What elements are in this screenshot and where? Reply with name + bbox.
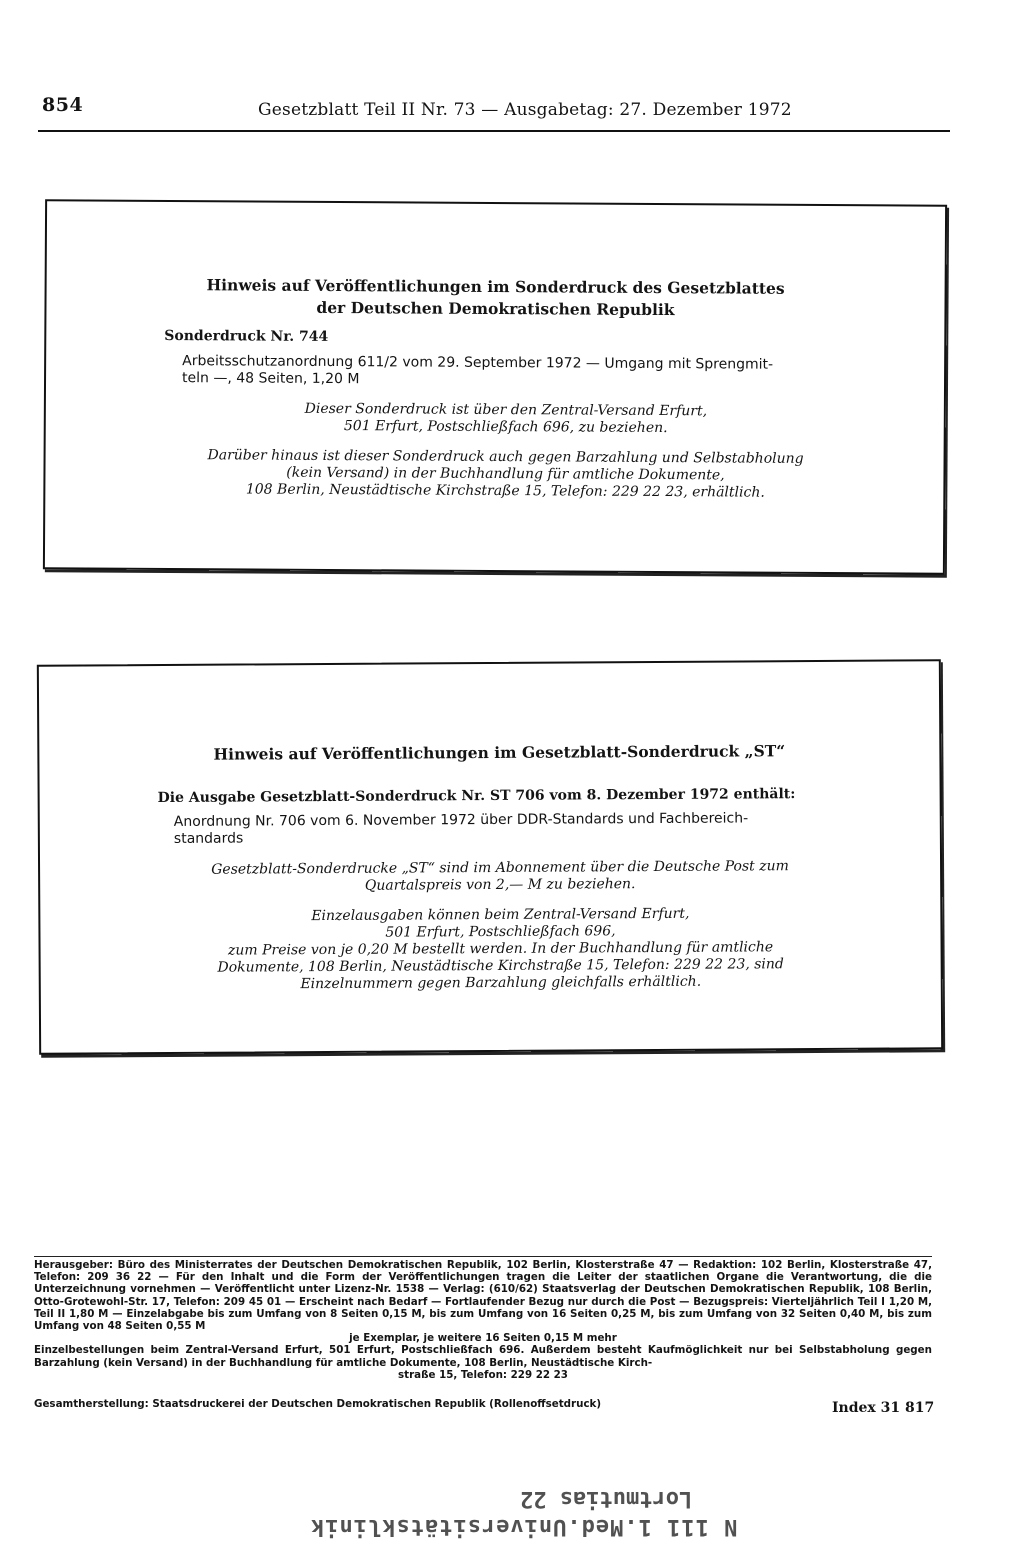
- page-number: 854: [42, 94, 84, 116]
- index-code: Index 31 817: [832, 1400, 935, 1416]
- box2-note2-line1: Einzelausgaben können beim Zentral-Versand Erfurt,: [311, 905, 690, 925]
- imprint: [34, 1259, 932, 1381]
- box1-entry-line2: teln —, 48 Seiten, 1,20 M: [181, 370, 360, 388]
- imprint-paragraph-2-end: straße 15, Telefon: 229 22 23: [398, 1368, 568, 1381]
- box2-note2-line4: Dokumente, 108 Berlin, Neustädtische Kirchstraße 15, Telefon: 229 22 23, sind: [217, 956, 784, 976]
- notice-box-st: [37, 659, 943, 1055]
- box2-note1-line1: Gesetzblatt-Sonderdrucke „ST“ sind im Abonnement über die Deutsche Post zum: [211, 858, 789, 878]
- box2-subheading: Die Ausgabe Gesetzblatt-Sonderdruck Nr. ST 706 vom 8. Dezember 1972 enthält:: [157, 786, 796, 807]
- imprint-paragraph-1-end: je Exemplar, je weitere 16 Seiten 0,15 M mehr: [349, 1332, 617, 1345]
- box1-title-line2: der Deutschen Demokratischen Republik: [316, 297, 675, 320]
- box1-note2-line3: 108 Berlin, Neustädtische Kirchstraße 15, Telefon: 229 22 23, erhältlich.: [245, 481, 765, 501]
- header-rule: [38, 130, 950, 132]
- imprint-paragraph-2: Einzelbestellungen beim Zentral-Versand Erfurt, 501 Erfurt, Postschließfach 696. Außerdem besteht Kaufmöglichkeit nur bei Selbstabholung gegen Barzahlung (kein Versand) in der Buchhandlung für amtliche Dokumente, 108 Berlin, Neustädtische Kirch-: [34, 1344, 932, 1369]
- box1-note2-line2: (kein Versand) in der Buchhandlung für amtliche Dokumente,: [286, 464, 725, 484]
- library-stamp-line1: Lortmutias 22: [520, 1486, 693, 1511]
- box1-note1-line2: 501 Erfurt, Postschließfach 696, zu beziehen.: [343, 418, 668, 437]
- box2-entry-line1: Anordnung Nr. 706 vom 6. November 1972 über DDR-Standards und Fachbereich-: [173, 810, 749, 830]
- library-stamp-line2: N 111 1.Med.Universitätsklinik: [310, 1514, 738, 1539]
- box2-note2-line2: 501 Erfurt, Postschließfach 696,: [385, 923, 616, 941]
- box1-title-line1: Hinweis auf Veröffentlichungen im Sonderdruck des Gesetzblattes: [206, 275, 785, 298]
- box2-note2-line5: Einzelnummern gegen Barzahlung gleichfalls erhältlich.: [300, 973, 702, 993]
- box2-title: Hinweis auf Veröffentlichungen im Gesetzblatt-Sonderdruck „ST“: [213, 741, 786, 764]
- running-header: Gesetzblatt Teil II Nr. 73 — Ausgabetag: 27. Dezember 1972: [258, 100, 792, 120]
- imprint-paragraph-1: Herausgeber: Büro des Ministerrates der Deutschen Demokratischen Republik, 102 Berlin, Klosterstraße 47 — Redaktion: 102 Berlin, Klosterstraße 47, Telefon: 209 36 22 — Für den Inhalt und die Form der Veröffentlichungen tragen die Leiter der staatlichen Organe die Verantwortung, die die Unterzeichnung vornehmen — Veröffentlicht unter Lizenz-Nr. 1538 — Verlag: (610/62) Staatsverlag der Deutschen Demokratischen Republik, 108 Berlin, Otto-Grotewohl-Str. 17, Telefon: 209 45 01 — Erscheint nach Bedarf — Fortlaufender Bezug nur durch die Post — Bezugspreis: Vierteljährlich Teil I 1,20 M, Teil II 1,80 M — Einzelabgabe bis zum Umfang von 8 Seiten 0,15 M, bis zum Umfang von 16 Seiten 0,25 M, bis zum Umfang von 32 Seiten 0,40 M, bis zum Umfang von 48 Seiten 0,55 M: [34, 1259, 932, 1333]
- box2-note1-line2: Quartalspreis von 2,— M zu beziehen.: [364, 876, 636, 894]
- box1-entry-line1: Arbeitsschutzanordnung 611/2 vom 29. September 1972 — Umgang mit Sprengmit-: [182, 353, 774, 373]
- notice-box-sonderdruck: [43, 199, 947, 575]
- box1-note2-line1: Darüber hinaus ist dieser Sonderdruck auch gegen Barzahlung und Selbstabholung: [207, 447, 804, 467]
- box2-entry-line2: standards: [173, 830, 244, 847]
- box2-note2-line3: zum Preise von je 0,20 M bestellt werden. In der Buchhandlung für amtliche: [227, 939, 774, 959]
- box1-note1-line1: Dieser Sonderdruck ist über den Zentral-Versand Erfurt,: [304, 400, 708, 420]
- box1-subheading: Sonderdruck Nr. 744: [164, 327, 329, 345]
- gesamtherstellung: Gesamtherstellung: Staatsdruckerei der Deutschen Demokratischen Republik (Rollenoffsetdruck): [34, 1398, 602, 1410]
- footer-rule: [34, 1256, 932, 1257]
